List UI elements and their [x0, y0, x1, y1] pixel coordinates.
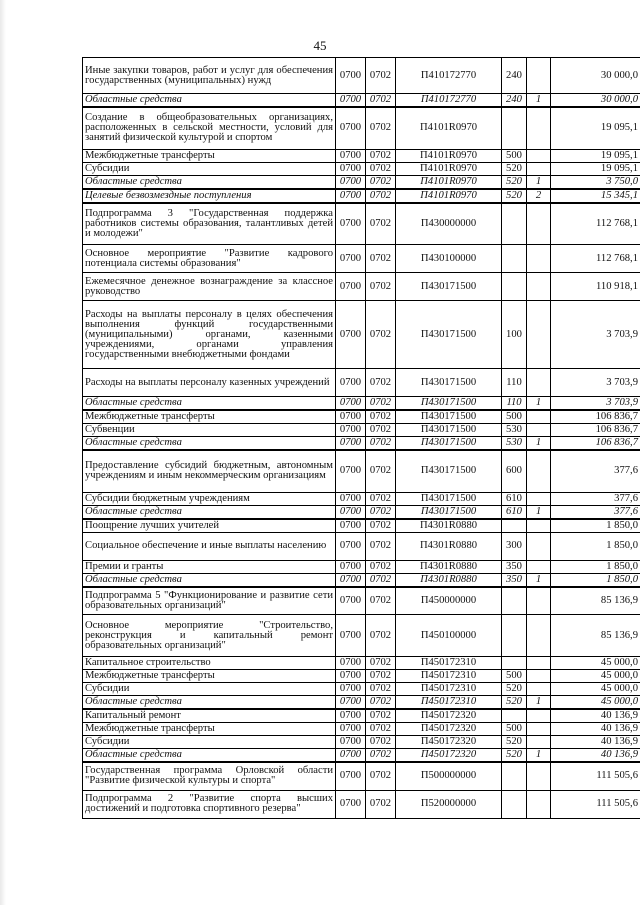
row-amount: 112 768,1 — [551, 245, 640, 273]
table-row — [83, 203, 640, 245]
table-row — [83, 450, 640, 492]
row-target-article-code: П430171500 — [396, 301, 502, 369]
table-row — [83, 519, 640, 533]
row-source-code: 1 — [527, 437, 551, 451]
row-amount: 106 836,7 — [551, 410, 640, 424]
row-source-code — [527, 615, 551, 657]
row-section-code: 0700 — [336, 670, 366, 683]
row-subsection-code: 0702 — [366, 149, 396, 162]
row-source-code: 1 — [527, 573, 551, 587]
row-section-code: 0700 — [336, 58, 366, 94]
table-row — [83, 424, 640, 437]
row-subsection-code: 0702 — [366, 736, 396, 749]
row-expense-type-code: 350 — [502, 560, 527, 573]
row-expense-type-code: 240 — [502, 58, 527, 94]
row-expense-type-code — [502, 615, 527, 657]
row-target-article-code: П430171500 — [396, 273, 502, 301]
table-row — [83, 532, 640, 560]
row-subsection-code: 0702 — [366, 437, 396, 451]
row-source-code: 1 — [527, 397, 551, 411]
row-source-code — [527, 203, 551, 245]
row-amount: 40 136,9 — [551, 709, 640, 723]
row-name: Социальное обеспечение и иные выплаты населению — [83, 532, 336, 560]
row-subsection-code: 0702 — [366, 397, 396, 411]
row-expense-type-code: 110 — [502, 397, 527, 411]
row-name: Ежемесячное денежное вознаграждение за классное руководство — [83, 273, 336, 301]
row-amount: 377,6 — [551, 505, 640, 519]
row-section-code: 0700 — [336, 790, 366, 818]
row-target-article-code: П450100000 — [396, 615, 502, 657]
row-section-code: 0700 — [336, 397, 366, 411]
row-name: Областные средства — [83, 437, 336, 451]
row-source-code — [527, 790, 551, 818]
row-subsection-code: 0702 — [366, 203, 396, 245]
row-section-code: 0700 — [336, 749, 366, 763]
row-amount: 106 836,7 — [551, 437, 640, 451]
table-row — [83, 94, 640, 108]
row-expense-type-code: 520 — [502, 696, 527, 710]
row-subsection-code: 0702 — [366, 790, 396, 818]
row-source-code — [527, 245, 551, 273]
table-row — [83, 683, 640, 696]
row-target-article-code: П430171500 — [396, 450, 502, 492]
row-expense-type-code: 240 — [502, 94, 527, 108]
row-amount: 377,6 — [551, 492, 640, 505]
row-target-article-code: П4101R0970 — [396, 149, 502, 162]
row-expense-type-code: 110 — [502, 369, 527, 397]
row-name: Предоставление субсидий бюджетным, автономным учреждениям и иным некоммерческим организациям — [83, 450, 336, 492]
row-expense-type-code: 520 — [502, 162, 527, 175]
row-subsection-code: 0702 — [366, 560, 396, 573]
row-target-article-code: П430171500 — [396, 505, 502, 519]
row-expense-type-code: 520 — [502, 683, 527, 696]
row-expense-type-code: 610 — [502, 505, 527, 519]
row-section-code: 0700 — [336, 683, 366, 696]
row-expense-type-code: 520 — [502, 749, 527, 763]
row-name: Межбюджетные трансферты — [83, 723, 336, 736]
row-name: Субсидии — [83, 683, 336, 696]
row-expense-type-code: 610 — [502, 492, 527, 505]
row-name: Создание в общеобразовательных организациях, расположенных в сельской местности, условий для занятий физической культурой и спортом — [83, 107, 336, 149]
row-name: Иные закупки товаров, работ и услуг для обеспечения государственных (муниципальных) нужд — [83, 58, 336, 94]
row-expense-type-code — [502, 519, 527, 533]
row-amount: 30 000,0 — [551, 94, 640, 108]
row-expense-type-code: 500 — [502, 410, 527, 424]
row-amount: 45 000,0 — [551, 683, 640, 696]
row-subsection-code: 0702 — [366, 670, 396, 683]
table-row — [83, 709, 640, 723]
row-target-article-code: П450172310 — [396, 670, 502, 683]
row-source-code — [527, 450, 551, 492]
row-source-code — [527, 709, 551, 723]
row-section-code: 0700 — [336, 492, 366, 505]
row-source-code — [527, 723, 551, 736]
row-amount: 110 918,1 — [551, 273, 640, 301]
table-row — [83, 670, 640, 683]
row-target-article-code: П4101R0970 — [396, 107, 502, 149]
row-source-code — [527, 492, 551, 505]
row-source-code: 1 — [527, 175, 551, 189]
row-subsection-code: 0702 — [366, 519, 396, 533]
row-target-article-code: П500000000 — [396, 762, 502, 790]
table-row — [83, 696, 640, 710]
row-subsection-code: 0702 — [366, 573, 396, 587]
row-amount: 40 136,9 — [551, 723, 640, 736]
row-section-code: 0700 — [336, 532, 366, 560]
table-row — [83, 573, 640, 587]
row-expense-type-code — [502, 709, 527, 723]
row-name: Подпрограмма 2 "Развитие спорта высших достижений и подготовка спортивного резерва" — [83, 790, 336, 818]
row-amount: 3 750,0 — [551, 175, 640, 189]
row-expense-type-code: 500 — [502, 670, 527, 683]
row-section-code: 0700 — [336, 657, 366, 670]
row-amount: 1 850,0 — [551, 573, 640, 587]
row-section-code: 0700 — [336, 245, 366, 273]
row-section-code: 0700 — [336, 615, 366, 657]
table-row — [83, 762, 640, 790]
row-source-code — [527, 424, 551, 437]
row-expense-type-code — [502, 657, 527, 670]
row-target-article-code: П430171500 — [396, 369, 502, 397]
row-source-code — [527, 683, 551, 696]
row-subsection-code: 0702 — [366, 696, 396, 710]
row-amount: 45 000,0 — [551, 696, 640, 710]
table-row — [83, 560, 640, 573]
row-target-article-code: П410172770 — [396, 94, 502, 108]
row-name: Капитальное строительство — [83, 657, 336, 670]
row-subsection-code: 0702 — [366, 683, 396, 696]
row-subsection-code: 0702 — [366, 273, 396, 301]
row-target-article-code: П430100000 — [396, 245, 502, 273]
row-expense-type-code — [502, 587, 527, 615]
row-name: Поощрение лучших учителей — [83, 519, 336, 533]
budget-table — [82, 57, 640, 819]
row-subsection-code: 0702 — [366, 245, 396, 273]
row-amount: 1 850,0 — [551, 532, 640, 560]
row-amount: 19 095,1 — [551, 162, 640, 175]
row-subsection-code: 0702 — [366, 749, 396, 763]
row-expense-type-code — [502, 245, 527, 273]
row-target-article-code: П520000000 — [396, 790, 502, 818]
row-name: Расходы на выплаты персоналу казенных учреждений — [83, 369, 336, 397]
table-row — [83, 162, 640, 175]
row-expense-type-code: 520 — [502, 189, 527, 203]
row-name: Областные средства — [83, 175, 336, 189]
table-row — [83, 587, 640, 615]
row-target-article-code: П430171500 — [396, 397, 502, 411]
table-row — [83, 273, 640, 301]
row-name: Межбюджетные трансферты — [83, 670, 336, 683]
row-expense-type-code — [502, 273, 527, 301]
table-row — [83, 736, 640, 749]
row-amount: 45 000,0 — [551, 670, 640, 683]
row-source-code — [527, 587, 551, 615]
row-amount: 45 000,0 — [551, 657, 640, 670]
row-expense-type-code: 350 — [502, 573, 527, 587]
row-source-code — [527, 736, 551, 749]
row-section-code: 0700 — [336, 505, 366, 519]
row-section-code: 0700 — [336, 723, 366, 736]
row-section-code: 0700 — [336, 301, 366, 369]
row-source-code — [527, 301, 551, 369]
row-name: Областные средства — [83, 505, 336, 519]
row-expense-type-code — [502, 107, 527, 149]
row-name: Премии и гранты — [83, 560, 336, 573]
row-target-article-code: П450172310 — [396, 683, 502, 696]
row-section-code: 0700 — [336, 696, 366, 710]
page-number: 45 — [313, 38, 327, 53]
row-source-code — [527, 369, 551, 397]
table-row — [83, 189, 640, 203]
row-section-code: 0700 — [336, 437, 366, 451]
row-source-code — [527, 762, 551, 790]
row-source-code: 1 — [527, 696, 551, 710]
row-source-code — [527, 162, 551, 175]
row-subsection-code: 0702 — [366, 424, 396, 437]
row-name: Подпрограмма 5 "Функционирование и развитие сети образовательных организаций" — [83, 587, 336, 615]
row-expense-type-code: 500 — [502, 723, 527, 736]
row-name: Субсидии — [83, 736, 336, 749]
row-name: Целевые безвозмездные поступления — [83, 189, 336, 203]
row-subsection-code: 0702 — [366, 162, 396, 175]
row-target-article-code: П450172320 — [396, 736, 502, 749]
row-amount: 19 095,1 — [551, 107, 640, 149]
row-source-code: 2 — [527, 189, 551, 203]
row-section-code: 0700 — [336, 175, 366, 189]
row-name: Субвенции — [83, 424, 336, 437]
row-section-code: 0700 — [336, 573, 366, 587]
row-amount: 3 703,9 — [551, 301, 640, 369]
row-name: Субсидии — [83, 162, 336, 175]
row-source-code — [527, 519, 551, 533]
row-amount: 40 136,9 — [551, 736, 640, 749]
row-amount: 30 000,0 — [551, 58, 640, 94]
table-row — [83, 410, 640, 424]
row-expense-type-code — [502, 203, 527, 245]
table-row — [83, 149, 640, 162]
row-subsection-code: 0702 — [366, 505, 396, 519]
row-target-article-code: П430000000 — [396, 203, 502, 245]
row-name: Межбюджетные трансферты — [83, 410, 336, 424]
row-expense-type-code: 600 — [502, 450, 527, 492]
row-name: Областные средства — [83, 94, 336, 108]
table-row — [83, 657, 640, 670]
row-amount: 111 505,6 — [551, 762, 640, 790]
row-target-article-code: П4101R0970 — [396, 175, 502, 189]
row-source-code — [527, 410, 551, 424]
table-row — [83, 369, 640, 397]
table-row — [83, 58, 640, 94]
row-name: Межбюджетные трансферты — [83, 149, 336, 162]
row-amount: 3 703,9 — [551, 369, 640, 397]
row-subsection-code: 0702 — [366, 615, 396, 657]
row-subsection-code: 0702 — [366, 410, 396, 424]
row-target-article-code: П4301R0880 — [396, 519, 502, 533]
row-source-code — [527, 657, 551, 670]
row-source-code — [527, 107, 551, 149]
row-section-code: 0700 — [336, 736, 366, 749]
row-target-article-code: П4301R0880 — [396, 532, 502, 560]
row-target-article-code: П4301R0880 — [396, 560, 502, 573]
row-amount: 106 836,7 — [551, 424, 640, 437]
row-expense-type-code: 530 — [502, 437, 527, 451]
table-row — [83, 107, 640, 149]
table-row — [83, 492, 640, 505]
table-row — [83, 723, 640, 736]
row-section-code: 0700 — [336, 203, 366, 245]
row-subsection-code: 0702 — [366, 587, 396, 615]
row-subsection-code: 0702 — [366, 532, 396, 560]
row-subsection-code: 0702 — [366, 94, 396, 108]
row-source-code — [527, 532, 551, 560]
row-expense-type-code: 100 — [502, 301, 527, 369]
row-section-code: 0700 — [336, 519, 366, 533]
table-row — [83, 749, 640, 763]
row-amount: 112 768,1 — [551, 203, 640, 245]
row-amount: 111 505,6 — [551, 790, 640, 818]
row-expense-type-code: 530 — [502, 424, 527, 437]
row-expense-type-code: 520 — [502, 736, 527, 749]
table-row — [83, 437, 640, 451]
row-target-article-code: П430171500 — [396, 424, 502, 437]
row-subsection-code: 0702 — [366, 58, 396, 94]
row-target-article-code: П450000000 — [396, 587, 502, 615]
row-target-article-code: П450172310 — [396, 696, 502, 710]
row-subsection-code: 0702 — [366, 301, 396, 369]
row-amount: 1 850,0 — [551, 519, 640, 533]
row-section-code: 0700 — [336, 107, 366, 149]
table-row — [83, 245, 640, 273]
row-target-article-code: П450172310 — [396, 657, 502, 670]
row-name: Областные средства — [83, 749, 336, 763]
row-target-article-code: П430171500 — [396, 437, 502, 451]
row-name: Субсидии бюджетным учреждениям — [83, 492, 336, 505]
row-source-code: 1 — [527, 749, 551, 763]
row-target-article-code: П410172770 — [396, 58, 502, 94]
row-source-code — [527, 273, 551, 301]
row-name: Капитальный ремонт — [83, 709, 336, 723]
row-source-code: 1 — [527, 94, 551, 108]
budget-table-body — [83, 58, 640, 819]
table-row — [83, 615, 640, 657]
row-name: Основное мероприятие "Развитие кадрового потенциала системы образования" — [83, 245, 336, 273]
row-target-article-code: П450172320 — [396, 749, 502, 763]
row-target-article-code: П450172320 — [396, 709, 502, 723]
row-subsection-code: 0702 — [366, 709, 396, 723]
row-section-code: 0700 — [336, 424, 366, 437]
row-section-code: 0700 — [336, 149, 366, 162]
row-source-code — [527, 670, 551, 683]
row-section-code: 0700 — [336, 709, 366, 723]
row-expense-type-code — [502, 762, 527, 790]
row-target-article-code: П450172320 — [396, 723, 502, 736]
row-section-code: 0700 — [336, 162, 366, 175]
row-section-code: 0700 — [336, 189, 366, 203]
row-source-code — [527, 560, 551, 573]
row-target-article-code: П4101R0970 — [396, 189, 502, 203]
row-subsection-code: 0702 — [366, 175, 396, 189]
row-name: Основное мероприятие "Строительство, реконструкция и капитальный ремонт образовательных организаций" — [83, 615, 336, 657]
table-row — [83, 301, 640, 369]
table-row — [83, 505, 640, 519]
row-section-code: 0700 — [336, 410, 366, 424]
row-source-code — [527, 58, 551, 94]
row-amount: 85 136,9 — [551, 615, 640, 657]
row-expense-type-code: 300 — [502, 532, 527, 560]
row-target-article-code: П4101R0970 — [396, 162, 502, 175]
table-row — [83, 175, 640, 189]
row-amount: 40 136,9 — [551, 749, 640, 763]
row-subsection-code: 0702 — [366, 450, 396, 492]
row-section-code: 0700 — [336, 273, 366, 301]
row-subsection-code: 0702 — [366, 189, 396, 203]
row-subsection-code: 0702 — [366, 762, 396, 790]
row-source-code — [527, 149, 551, 162]
row-name: Подпрограмма 3 "Государственная поддержка работников системы образования, талантливых детей и молодежи" — [83, 203, 336, 245]
row-amount: 85 136,9 — [551, 587, 640, 615]
row-expense-type-code: 500 — [502, 149, 527, 162]
table-row — [83, 397, 640, 411]
row-name: Государственная программа Орловской области "Развитие физической культуры и спорта" — [83, 762, 336, 790]
row-amount: 377,6 — [551, 450, 640, 492]
row-name: Областные средства — [83, 573, 336, 587]
row-amount: 3 703,9 — [551, 397, 640, 411]
row-amount: 1 850,0 — [551, 560, 640, 573]
table-row — [83, 790, 640, 818]
row-name: Областные средства — [83, 696, 336, 710]
row-amount: 19 095,1 — [551, 149, 640, 162]
row-section-code: 0700 — [336, 369, 366, 397]
row-section-code: 0700 — [336, 560, 366, 573]
row-section-code: 0700 — [336, 94, 366, 108]
page-binding-edge — [0, 0, 6, 905]
row-section-code: 0700 — [336, 450, 366, 492]
row-target-article-code: П430171500 — [396, 492, 502, 505]
row-amount: 15 345,1 — [551, 189, 640, 203]
row-subsection-code: 0702 — [366, 723, 396, 736]
row-subsection-code: 0702 — [366, 657, 396, 670]
row-subsection-code: 0702 — [366, 369, 396, 397]
row-target-article-code: П430171500 — [396, 410, 502, 424]
row-subsection-code: 0702 — [366, 492, 396, 505]
row-source-code: 1 — [527, 505, 551, 519]
row-section-code: 0700 — [336, 587, 366, 615]
row-subsection-code: 0702 — [366, 107, 396, 149]
row-expense-type-code: 520 — [502, 175, 527, 189]
row-name: Областные средства — [83, 397, 336, 411]
row-target-article-code: П4301R0880 — [396, 573, 502, 587]
row-expense-type-code — [502, 790, 527, 818]
row-name: Расходы на выплаты персоналу в целях обеспечения выполнения функций государственными (муниципальными) органами, казенными учреждениями, органами управления государственными внебюджетными фондами — [83, 301, 336, 369]
row-section-code: 0700 — [336, 762, 366, 790]
